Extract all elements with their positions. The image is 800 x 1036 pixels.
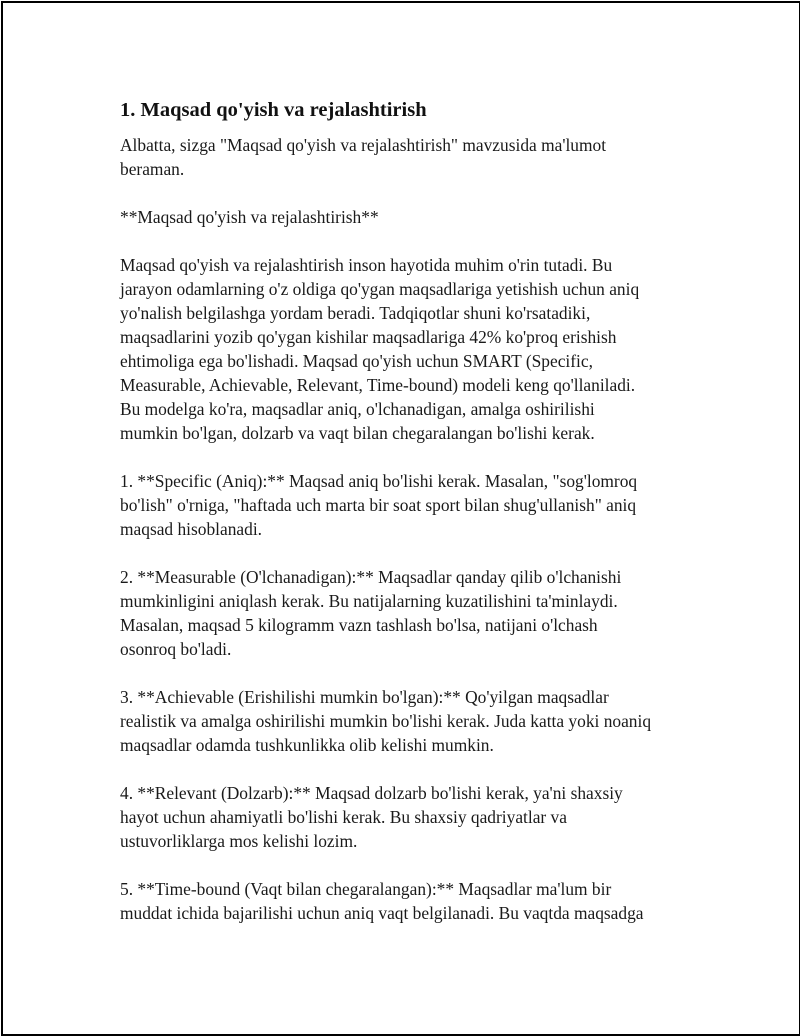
document-page [1,1,800,1036]
text-line: beraman. [120,159,185,179]
text-line: Albatta, sizga "Maqsad qo'yish va rejalashtirish" mavzusida ma'lumot [120,135,607,155]
text-line: muddat ichida bajarilishi uchun aniq vaqt belgilanadi. Bu vaqtda maqsadga [120,903,644,923]
text-line: Masalan, maqsad 5 kilogramm vazn tashlash bo'lsa, natijani o'lchash [120,615,598,635]
text-line: 5. **Time-bound (Vaqt bilan chegaralangan):** Maqsadlar ma'lum bir [120,879,612,899]
paragraph [120,205,710,229]
paragraph-list [120,133,710,925]
text-line: ehtimoliga ega bo'lishadi. Maqsad qo'yish uchun SMART (Specific, [120,351,593,371]
text-line: osonroq bo'ladi. [120,639,232,659]
text-line: 2. **Measurable (O'lchanadigan):** Maqsadlar qanday qilib o'lchanishi [120,567,622,587]
paragraph [120,469,710,541]
paragraph [120,253,710,445]
text-line: bo'lish" o'rniga, "haftada uch marta bir soat sport bilan shug'ullanish" aniq [120,495,637,515]
text-line: jarayon odamlarning o'z oldiga qo'ygan maqsadlariga yetishish uchun aniq [120,279,640,299]
document-body [120,97,710,949]
text-line: Bu modelga ko'ra, maqsadlar aniq, o'lchanadigan, amalga oshirilishi [120,399,595,419]
text-line: 4. **Relevant (Dolzarb):** Maqsad dolzarb bo'lishi kerak, ya'ni shaxsiy [120,783,623,803]
text-line: hayot uchun ahamiyatli bo'lishi kerak. Bu shaxsiy qadriyatlar va [120,807,567,827]
text-line: maqsadlarini yozib qo'ygan kishilar maqsadlariga 42% ko'proq erishish [120,327,617,347]
paragraph [120,565,710,661]
text-line: mumkin bo'lgan, dolzarb va vaqt bilan chegaralangan bo'lishi kerak. [120,423,595,443]
text-line: maqsad hisoblanadi. [120,519,262,539]
text-line: yo'nalish belgilashga yordam beradi. Tadqiqotlar shuni ko'rsatadiki, [120,303,591,323]
text-line: mumkinligini aniqlash kerak. Bu natijalarning kuzatilishini ta'minlaydi. [120,591,618,611]
text-line: maqsadlar odamda tushkunlikka olib kelishi mumkin. [120,735,494,755]
text-line: Maqsad qo'yish va rejalashtirish inson hayotida muhim o'rin tutadi. Bu [120,255,613,275]
text-line: realistik va amalga oshirilishi mumkin bo'lishi kerak. Juda katta yoki noaniq [120,711,652,731]
text-line: 3. **Achievable (Erishilishi mumkin bo'lgan):** Qo'yilgan maqsadlar [120,687,609,707]
text-line: Measurable, Achievable, Relevant, Time-bound) modeli keng qo'llaniladi. [120,375,636,395]
document-title: 1. Maqsad qo'yish va rejalashtirish [120,99,427,121]
paragraph [120,685,710,757]
paragraph [120,877,710,925]
text-line: ustuvorliklarga mos kelishi lozim. [120,831,358,851]
paragraph [120,133,710,181]
text-line: 1. **Specific (Aniq):** Maqsad aniq bo'lishi kerak. Masalan, "sog'lomroq [120,471,638,491]
paragraph [120,781,710,853]
text-line: **Maqsad qo'yish va rejalashtirish** [120,207,379,227]
